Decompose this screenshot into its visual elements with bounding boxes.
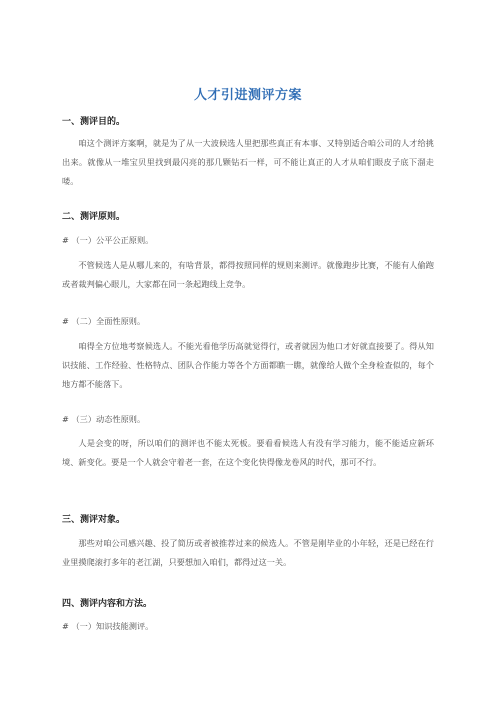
document-title: 人才引进测评方案 [193, 88, 302, 103]
subsection-paragraph-dynamic: 人是会变的呀，所以咱们的测评也不能太死板。要看看候选人有没有学习能力，能不能适应新环境、新变化。要是一个人就会守着老一套，在这个变化快得像龙卷风的时代，那可不行。 [62, 438, 434, 467]
subsection-label-knowledge-skills: # （一）知识技能测评。 [62, 621, 154, 631]
section-heading-principles: 二、测评原则。 [62, 212, 126, 222]
subsection-paragraph-fairness: 不管候选人是从哪儿来的，有啥背景，都得按照同样的规则来测评。就像跑步比赛，不能有人偷跑或者裁判偏心眼儿，大家都在同一条起跑线上竞争。 [62, 260, 434, 289]
section-paragraph-purpose: 咱这个测评方案啊，就是为了从一大波候选人里把那些真正有本事、又特别适合咱公司的人才给挑出来。就像从一堆宝贝里找到最闪亮的那几颗钻石一样，可不能让真正的人才从咱们眼皮子底下溜走喽。 [62, 138, 434, 186]
section-heading-targets: 三、测评对象。 [62, 515, 126, 525]
section-heading-content-methods: 四、测评内容和方法。 [62, 599, 153, 609]
subsection-paragraph-comprehensive: 咱得全方位地考察候选人。不能光看他学历高就觉得行，或者就因为他口才好就直接要了。得从知识技能、工作经验、性格特点、团队合作能力等各个方面都瞧一瞧，就像给人做个全身检查似的，每个地方都不能落下。 [62, 341, 434, 389]
subsection-label-dynamic: # （三）动态性原则。 [62, 414, 146, 424]
section-heading-purpose: 一、测评目的。 [62, 117, 126, 127]
subsection-label-fairness: # （一）公平公正原则。 [62, 235, 154, 245]
section-paragraph-targets: 那些对咱公司感兴趣、投了简历或者被推荐过来的候选人。不管是刚毕业的小年轻，还是已经在行业里摸爬滚打多年的老江湖，只要想加入咱们，都得过这一关。 [62, 538, 434, 567]
subsection-label-comprehensive: # （二）全面性原则。 [62, 316, 146, 326]
